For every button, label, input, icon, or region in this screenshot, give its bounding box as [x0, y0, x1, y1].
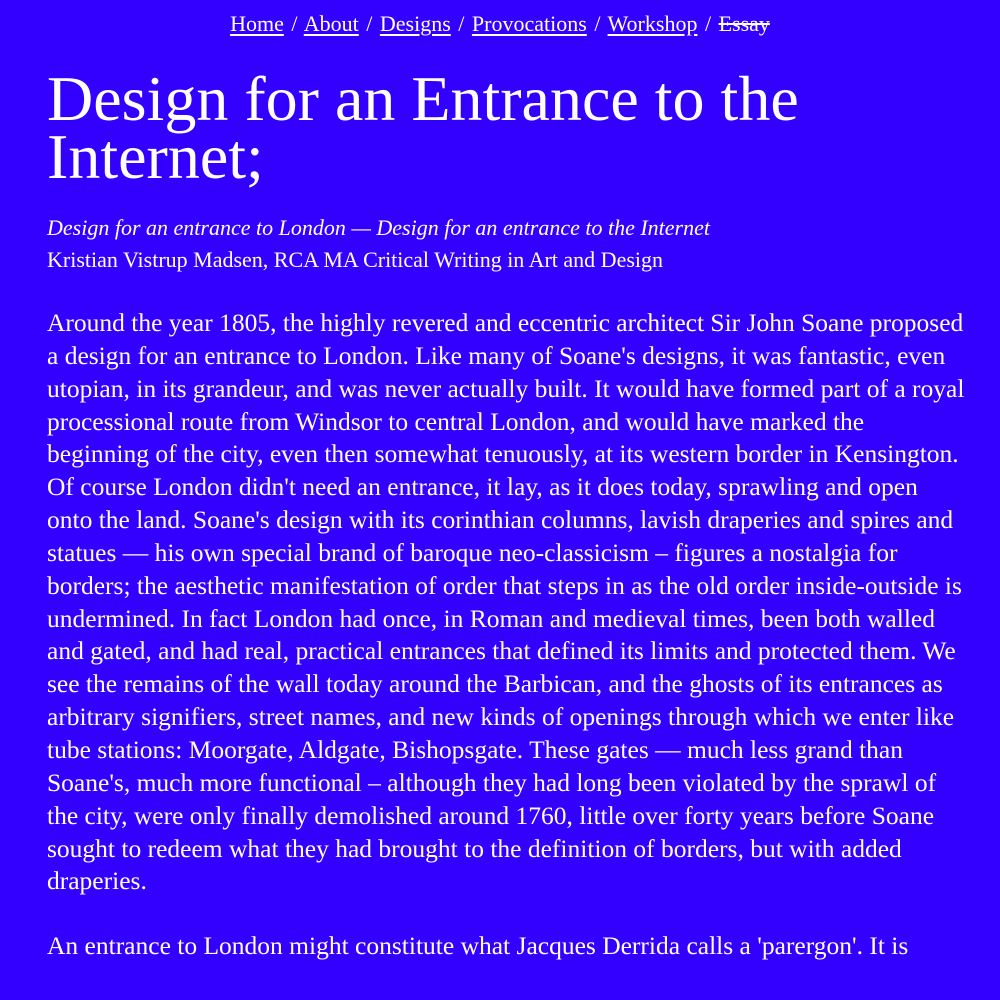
breadcrumb-current-essay: Essay	[718, 11, 770, 36]
article-subtitle: Design for an entrance to London — Design for an entrance to the Internet	[47, 215, 710, 240]
breadcrumb-separator: /	[291, 11, 298, 36]
breadcrumb-separator: /	[366, 11, 373, 36]
breadcrumb-separator: /	[458, 11, 465, 36]
breadcrumb-separator: /	[594, 11, 601, 36]
nav-link-workshop[interactable]: Workshop	[607, 11, 698, 36]
nav-link-home[interactable]: Home	[230, 11, 284, 36]
nav-link-provocations[interactable]: Provocations	[471, 11, 587, 36]
article-body	[47, 307, 965, 995]
article-byline: Kristian Vistrup Madsen, RCA MA Critical Writing in Art and Design	[47, 247, 664, 272]
breadcrumb	[0, 9, 1000, 39]
page-title: Design for an Entrance to the Internet;	[47, 63, 799, 192]
nav-link-about[interactable]: About	[303, 11, 359, 36]
breadcrumb-separator: /	[704, 11, 712, 36]
nav-link-designs[interactable]: Designs	[379, 11, 451, 36]
article-paragraph: An entrance to London might constitute what Jacques Derrida calls a 'parergon'. It is	[47, 931, 909, 961]
article-paragraph: Around the year 1805, the highly revered and eccentric architect Sir John Soane proposed a design for an entrance to London. Like many of Soane's designs, it was fantastic, even utopian, in its grandeur, and was never actually built. It would have formed part of a royal processional route from Windsor to central London, and would have marked the beginning of the city, even then somewhat tenuously, at its western border in Kensington. Of course London didn't need an entrance, it lay, as it does today, sprawling and open onto the land. Soane's design with its corinthian columns, lavish draperies and spires and statues — his own special brand of baroque neo-classicism – figures a nostalgia for borders; the aesthetic manifestation of order that steps in as the old order inside-outside is undermined. In fact London had once, in Roman and medieval times, been both walled and gated, and had real, practical entrances that defined its limits and protected them. We see the remains of the wall today around the Barbican, and the ghosts of its entrances as arbitrary signifiers, street names, and new kinds of openings through which we enter like tube stations: Moorgate, Aldgate, Bishopsgate. These gates — much less grand than Soane's, much more functional – although they had long been violated by the sprawl of the city, were only finally demolished around 1760, little over forty years before Soane sought to redeem what they had brought to the definition of borders, but with added draperies.	[47, 308, 965, 896]
